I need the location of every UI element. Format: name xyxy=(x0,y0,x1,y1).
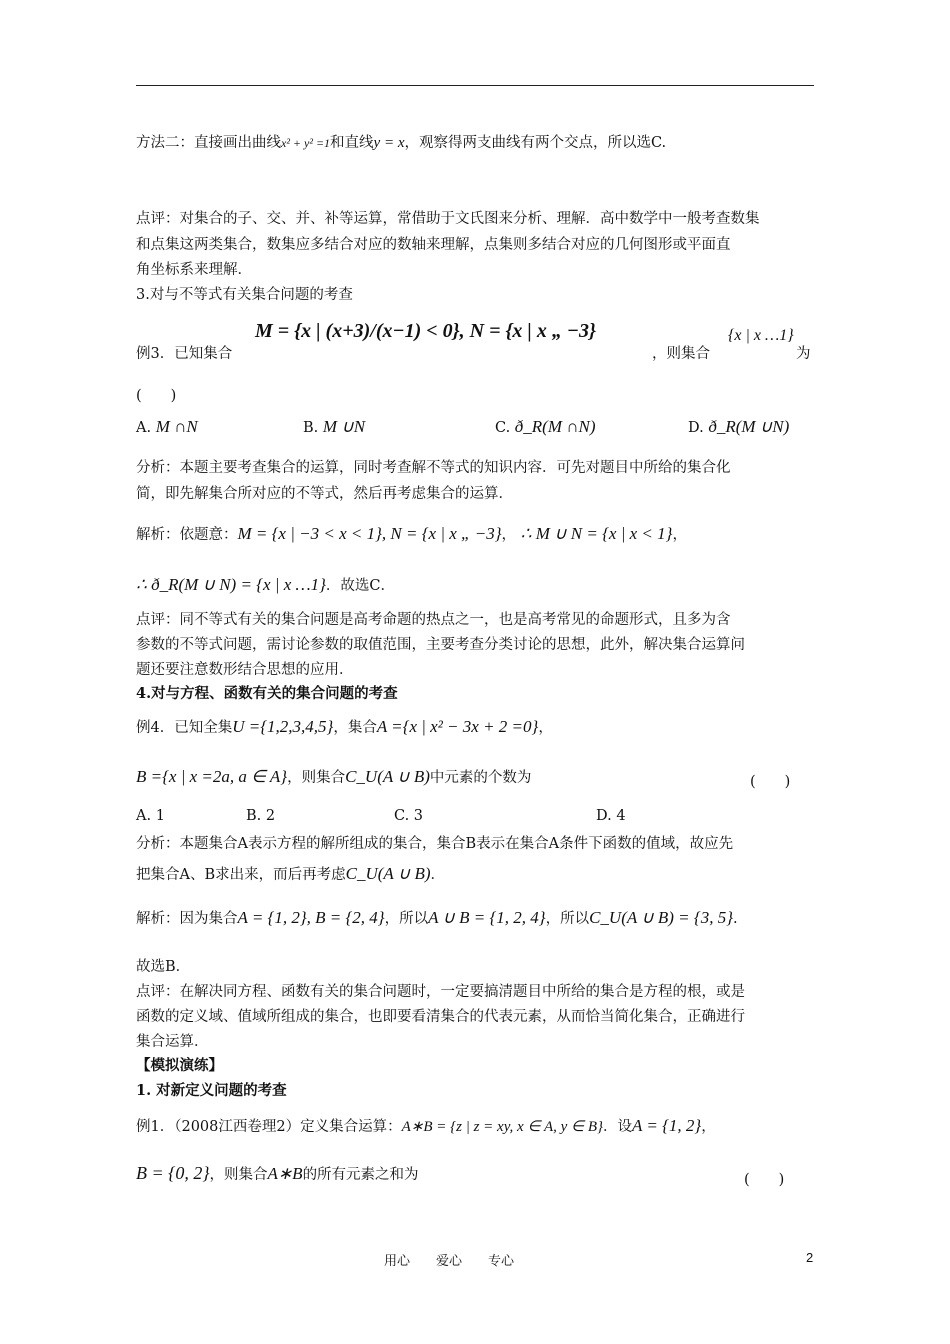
comment-paragraph-line: 集合运算． xyxy=(136,1034,209,1050)
header-rule xyxy=(136,85,814,86)
text: 例4．已知全集 xyxy=(136,720,233,736)
equation: A = {1, 2}, B = {2, 4} xyxy=(237,908,385,927)
equation: ∴ M ∪ N = {x | x < 1} xyxy=(520,524,673,543)
text: ，观察得两支曲线有两个交点，所以选C. xyxy=(404,135,667,151)
equation: M = {x | −3 < x < 1}, N = {x | x „ −3} xyxy=(237,524,502,543)
text: 和直线 xyxy=(330,135,374,151)
text: 例1．（2008江西卷理2）定义集合运算： xyxy=(136,1119,402,1135)
option-c: C. 3 xyxy=(394,808,424,824)
equation: B = {0, 2} xyxy=(136,1163,210,1183)
option-d: D. 4 xyxy=(596,808,626,824)
option-c xyxy=(495,417,596,437)
analysis-line: 简，即先解集合所对应的不等式，然后再考虑集合的运算． xyxy=(136,486,513,502)
section-heading-3: 3.对与不等式有关集合问题的考查 xyxy=(136,287,353,303)
text: 方法二：直接画出曲线 xyxy=(136,135,281,151)
equation: U ={1,2,3,4,5} xyxy=(232,717,334,736)
analysis-line: 分析：本题集合A表示方程的解所组成的集合，集合B表示在集合A条件下函数的值域，故应先 xyxy=(136,836,734,852)
section-heading-4: 4.对与方程、函数有关的集合问题的考查 xyxy=(136,685,398,702)
equation: ð_R(M ∩N) xyxy=(514,417,596,436)
text: 解析：因为集合 xyxy=(136,911,238,927)
example-4-line xyxy=(136,716,553,737)
method-two-line xyxy=(136,131,666,152)
text: ，所以 xyxy=(545,911,590,927)
text: ，集合 xyxy=(333,720,377,736)
analysis-line: 分析：本题主要考查集合的运算，同时考查解不等式的知识内容．可先对题目中所给的集合化 xyxy=(136,460,731,476)
equation: A∗B xyxy=(267,1164,303,1183)
equation: {x | x …1} xyxy=(728,327,794,344)
comment-paragraph-line: 题还要注意数形结合思想的应用． xyxy=(136,662,354,678)
practice-heading: 【模拟演练】 xyxy=(136,1057,223,1074)
option-b: B. 2 xyxy=(246,808,276,824)
text: ．故选C． xyxy=(325,578,396,594)
text: ，则集合 xyxy=(209,1167,268,1183)
answer-blank: ( ) xyxy=(136,388,177,404)
text: ， xyxy=(538,720,553,736)
option-label: D. xyxy=(688,420,704,436)
equation: C_U(A ∪ B) = {3, 5} xyxy=(589,908,734,927)
text: 的所有元素之和为 xyxy=(302,1167,419,1183)
text: 解析：依题意： xyxy=(136,527,238,543)
footer-motto: 用心 爱心 专心 xyxy=(384,1254,515,1269)
text: 为 xyxy=(796,346,811,362)
comment-paragraph-line: 角坐标系来理解． xyxy=(136,262,252,278)
text: ，则集合 xyxy=(652,346,710,362)
equation: A ={x | x² − 3x + 2 =0} xyxy=(376,717,539,736)
text: 把集合A、B求出来，而后再考虑 xyxy=(136,867,346,883)
comment-paragraph-line: 点评：在解决同方程、函数有关的集合问题时，一定要搞清题目中所给的集合是方程的根，或是 xyxy=(136,984,745,1000)
solution-line xyxy=(136,907,738,928)
equation: ð_R(M ∪N) xyxy=(708,417,790,436)
practice-example-1-line-2 xyxy=(136,1163,419,1184)
equation: y = x xyxy=(373,135,405,151)
comment-paragraph-line: 点评：同不等式有关的集合问题是高考命题的热点之一，也是高考常见的命题形式，且多为含 xyxy=(136,612,731,628)
answer-blank: ( ) xyxy=(744,1172,785,1188)
equation: A ∪ B = {1, 2, 4} xyxy=(428,908,546,927)
text: 中元素的个数为 xyxy=(429,770,532,786)
text: ，则集合 xyxy=(287,770,346,786)
comment-paragraph-line: 参数的不等式问题，需讨论参数的取值范围，主要考查分类讨论的思想，此外，解决集合运算问 xyxy=(136,637,745,653)
equation: M = {x | (x+3)/(x−1) < 0}, N = {x | x „ −3} xyxy=(255,320,596,342)
equation: x² + y² =1 xyxy=(281,136,331,150)
option-b xyxy=(303,417,365,437)
equation: C_U(A ∪ B) xyxy=(345,767,430,786)
equation: A∗B = {z | z = xy, x ∈ A, y ∈ B} xyxy=(401,1119,604,1135)
example-4-line-2 xyxy=(136,766,531,787)
option-a xyxy=(136,417,198,437)
example-3-label: 例3．已知集合 xyxy=(136,346,233,362)
text: ， xyxy=(501,527,517,543)
text: ． xyxy=(430,867,445,883)
equation: M ∩N xyxy=(155,417,198,436)
page-number: 2 xyxy=(806,1250,814,1265)
equation: ∴ ð_R(M ∪ N) = {x | x …1} xyxy=(136,575,326,594)
comment-paragraph-line: 点评：对集合的子、交、并、补等运算，常借助于文氏图来分析、理解．高中数学中一般考查数集 xyxy=(136,211,760,227)
equation: C_U(A ∪ B) xyxy=(345,864,431,883)
solution-line-2 xyxy=(136,574,395,595)
text: ， xyxy=(701,1119,716,1135)
text: ．设 xyxy=(603,1119,633,1135)
option-label: A. xyxy=(136,420,152,436)
option-label: B. xyxy=(303,420,319,436)
equation: B ={x | x =2a, a ∈ A} xyxy=(136,767,288,786)
text: ， xyxy=(672,527,687,543)
option-d xyxy=(688,417,789,437)
comment-paragraph-line: 函数的定义域、值域所组成的集合，也即要看清集合的代表元素，从而恰当简化集合，正确进行 xyxy=(136,1009,745,1025)
analysis-line xyxy=(136,863,445,884)
solution-line xyxy=(136,523,687,544)
option-a: A. 1 xyxy=(136,808,165,824)
option-label: C. xyxy=(495,420,511,436)
answer-blank: ( ) xyxy=(750,774,791,790)
solution-conclusion: 故选B． xyxy=(136,959,191,975)
text: . xyxy=(733,911,738,927)
section-heading-1: 1. 对新定义问题的考查 xyxy=(136,1082,287,1099)
equation: A = {1, 2} xyxy=(632,1116,702,1135)
practice-example-1-line xyxy=(136,1115,716,1136)
text: ，所以 xyxy=(384,911,429,927)
equation: M ∪N xyxy=(322,417,366,436)
comment-paragraph-line: 和点集这两类集合，数集应多结合对应的数轴来理解，点集则多结合对应的几何图形或平面直 xyxy=(136,237,731,253)
